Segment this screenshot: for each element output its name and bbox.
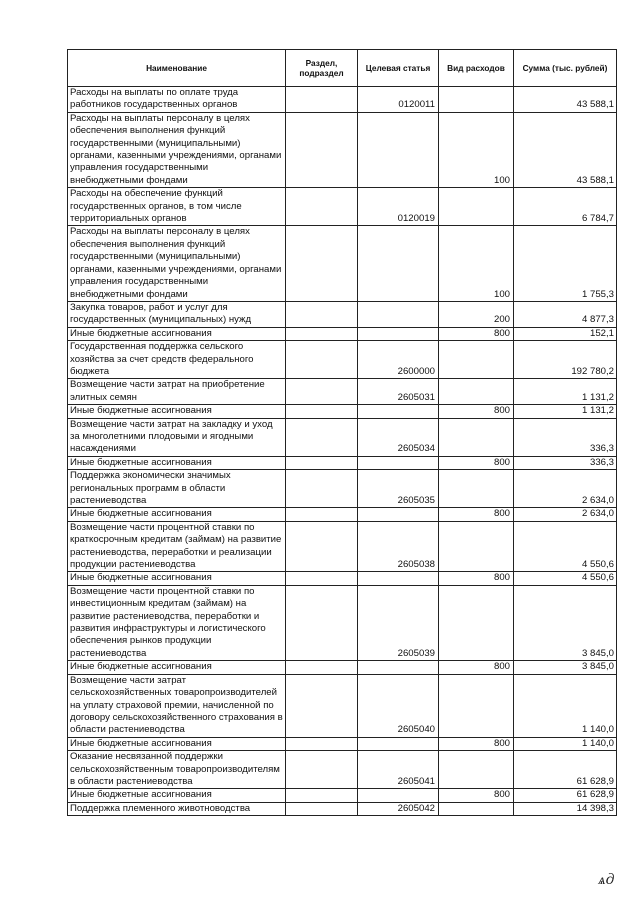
table-row [68,112,617,187]
cell-kind: 200 [439,301,514,327]
cell-kind [439,188,514,226]
cell-sum: 43 588,1 [514,87,617,113]
table-row [68,737,617,750]
cell-sum: 2 634,0 [514,508,617,521]
cell-kind [439,341,514,379]
table-row [68,418,617,456]
cell-target [358,572,439,585]
cell-sum: 43 588,1 [514,112,617,187]
cell-target [358,737,439,750]
table-row [68,301,617,327]
header-name: Наименование [68,50,286,87]
table-row [68,226,617,301]
table-row [68,405,617,418]
cell-sum: 336,3 [514,418,617,456]
cell-section [286,802,358,815]
cell-name: Иные бюджетные ассигнования [68,572,286,585]
cell-section [286,737,358,750]
cell-kind [439,87,514,113]
cell-kind: 800 [439,327,514,340]
cell-sum: 1 140,0 [514,674,617,737]
cell-name: Иные бюджетные ассигнования [68,661,286,674]
cell-kind [439,674,514,737]
cell-target: 2605031 [358,379,439,405]
cell-target [358,456,439,469]
cell-name: Расходы на выплаты персоналу в целях обеспечения выполнения функций государственными (муниципальными) органами, казенными учреждениями, органами управления государственными внебюджетными фондами [68,112,286,187]
cell-section [286,87,358,113]
table-row [68,188,617,226]
table-row [68,470,617,508]
cell-kind: 800 [439,661,514,674]
cell-name: Иные бюджетные ассигнования [68,789,286,802]
cell-name: Закупка товаров, работ и услуг для государственных (муниципальных) нужд [68,301,286,327]
cell-name: Иные бюджетные ассигнования [68,508,286,521]
cell-section [286,226,358,301]
cell-target [358,327,439,340]
header-kind: Вид расходов [439,50,514,87]
cell-sum: 336,3 [514,456,617,469]
cell-sum: 3 845,0 [514,661,617,674]
cell-sum: 4 877,3 [514,301,617,327]
table-row [68,341,617,379]
cell-sum: 61 628,9 [514,789,617,802]
table-row [68,751,617,789]
cell-section [286,456,358,469]
cell-kind: 800 [439,737,514,750]
cell-kind: 800 [439,405,514,418]
table-row [68,572,617,585]
cell-section [286,674,358,737]
cell-target [358,301,439,327]
cell-kind [439,521,514,572]
cell-sum: 1 755,3 [514,226,617,301]
cell-name: Поддержка племенного животноводства [68,802,286,815]
cell-section [286,751,358,789]
cell-kind [439,418,514,456]
cell-target: 2605040 [358,674,439,737]
cell-section [286,341,358,379]
cell-target: 2605041 [358,751,439,789]
page-mark: ѧд [598,872,615,888]
cell-target: 0120019 [358,188,439,226]
cell-section [286,379,358,405]
table-row [68,379,617,405]
cell-kind [439,379,514,405]
cell-section [286,508,358,521]
cell-name: Иные бюджетные ассигнования [68,327,286,340]
cell-sum: 1 140,0 [514,737,617,750]
cell-target: 2605042 [358,802,439,815]
cell-section [286,327,358,340]
header-sum: Сумма (тыс. рублей) [514,50,617,87]
cell-section [286,405,358,418]
cell-target [358,789,439,802]
cell-kind [439,802,514,815]
cell-sum: 1 131,2 [514,405,617,418]
budget-table [67,49,617,816]
cell-sum: 192 780,2 [514,341,617,379]
cell-target: 2605039 [358,585,439,660]
cell-name: Расходы на обеспечение функций государственных органов, в том числе территориальных органов [68,188,286,226]
cell-name: Возмещение части затрат на закладку и уход за многолетними плодовыми и ягодными насаждениями [68,418,286,456]
table-row [68,87,617,113]
cell-section [286,789,358,802]
cell-target [358,405,439,418]
table-body [68,87,617,816]
table-row [68,521,617,572]
cell-target: 2605034 [358,418,439,456]
cell-kind [439,470,514,508]
cell-section [286,418,358,456]
header-row [68,50,617,87]
cell-section [286,521,358,572]
cell-section [286,572,358,585]
cell-kind: 100 [439,112,514,187]
table-row [68,789,617,802]
cell-name: Оказание несвязанной поддержки сельскохозяйственным товаропроизводителям в области растениеводства [68,751,286,789]
cell-name: Иные бюджетные ассигнования [68,456,286,469]
cell-kind: 800 [439,789,514,802]
cell-sum: 1 131,2 [514,379,617,405]
cell-name: Иные бюджетные ассигнования [68,405,286,418]
table-row [68,508,617,521]
table-header [68,50,617,87]
cell-section [286,301,358,327]
table-row [68,674,617,737]
cell-sum: 2 634,0 [514,470,617,508]
cell-sum: 3 845,0 [514,585,617,660]
cell-name: Возмещение части затрат сельскохозяйственных товаропроизводителей на уплату страховой премии, начисленной по договору сельскохозяйственного страхования в области растениеводства [68,674,286,737]
cell-section [286,585,358,660]
cell-target: 2605035 [358,470,439,508]
cell-name: Возмещение части затрат на приобретение элитных семян [68,379,286,405]
cell-sum: 61 628,9 [514,751,617,789]
cell-name: Возмещение части процентной ставки по краткосрочным кредитам (займам) на развитие растениеводства, переработки и реализации продукции растениеводства [68,521,286,572]
table-row [68,456,617,469]
cell-kind [439,751,514,789]
cell-name: Иные бюджетные ассигнования [68,737,286,750]
cell-section [286,661,358,674]
table-row [68,585,617,660]
cell-kind: 800 [439,572,514,585]
cell-target: 2600000 [358,341,439,379]
header-target: Целевая статья [358,50,439,87]
cell-sum: 6 784,7 [514,188,617,226]
cell-target [358,112,439,187]
cell-target [358,226,439,301]
cell-name: Поддержка экономически значимых региональных программ в области растениеводства [68,470,286,508]
cell-sum: 4 550,6 [514,521,617,572]
cell-kind: 100 [439,226,514,301]
cell-name: Возмещение части процентной ставки по инвестиционным кредитам (займам) на развитие растениеводства, переработки и развития инфраструктуры и логистического обеспечения рынков продукции растениеводства [68,585,286,660]
cell-sum: 4 550,6 [514,572,617,585]
cell-section [286,188,358,226]
table-row [68,661,617,674]
cell-target: 0120011 [358,87,439,113]
cell-target [358,508,439,521]
cell-sum: 152,1 [514,327,617,340]
cell-name: Расходы на выплаты персоналу в целях обеспечения выполнения функций государственными (муниципальными) органами, казенными учреждениями, органами управления государственными внебюджетными фондами [68,226,286,301]
cell-target: 2605038 [358,521,439,572]
table-row [68,327,617,340]
table-row [68,802,617,815]
cell-name: Расходы на выплаты по оплате труда работников государственных органов [68,87,286,113]
cell-kind [439,585,514,660]
header-section: Раздел, подраздел [286,50,358,87]
cell-kind: 800 [439,456,514,469]
cell-target [358,661,439,674]
cell-name: Государственная поддержка сельского хозяйства за счет средств федерального бюджета [68,341,286,379]
cell-section [286,112,358,187]
cell-kind: 800 [439,508,514,521]
cell-section [286,470,358,508]
cell-sum: 14 398,3 [514,802,617,815]
